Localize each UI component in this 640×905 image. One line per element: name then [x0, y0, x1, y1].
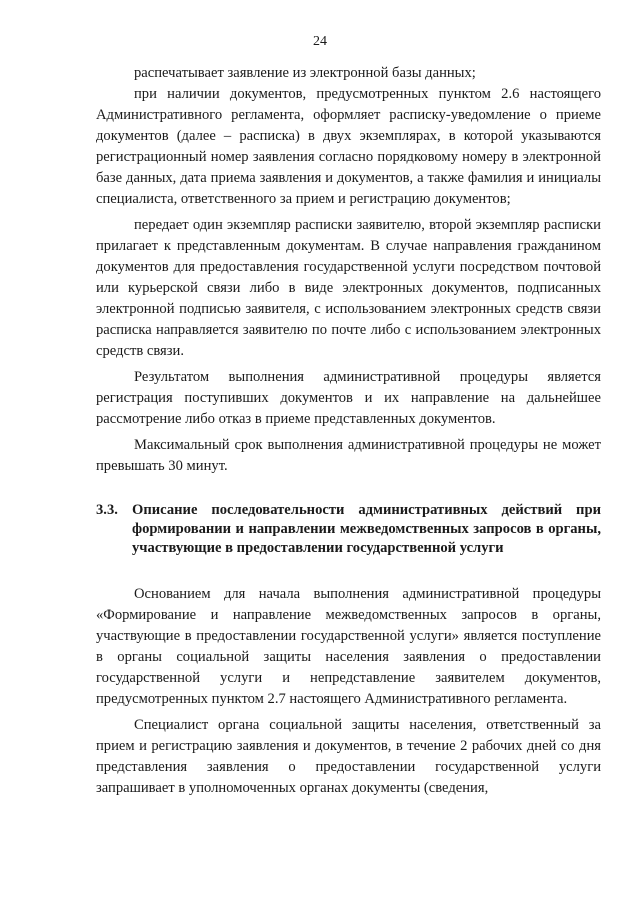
section-heading — [96, 501, 601, 558]
paragraph: Максимальный срок выполнения административной процедуры не может превышать 30 минут. — [96, 437, 601, 474]
paragraph: Результатом выполнения административной процедуры является регистрация поступивших документов и их направление на дальнейшее рассмотрение либо отказ в приеме представленных документов. — [96, 369, 601, 427]
section-title: Описание последовательности административных действий при формировании и направлении межведомственных запросов в органы, участвующие в предоставлении государственной услуги — [132, 502, 601, 556]
paragraph: при наличии документов, предусмотренных пунктом 2.6 настоящего Административного регламента, оформляет расписку-уведомление о приеме документов (далее – расписка) в двух экземплярах, в которой указываются регистрационный номер заявления согласно порядковому номеру в электронной базе данных, дата приема заявления и документов, а также фамилия и инициалы специалиста, ответственного за прием и регистрацию документов; — [96, 86, 601, 207]
section-number: 3.3. — [96, 502, 118, 518]
paragraph: передает один экземпляр расписки заявителю, второй экземпляр расписки прилагает к представленным документам. В случае направления гражданином документов для предоставления государственной услуги посредством почтовой или курьерской связи либо в виде электронных документов, подписанных электронной подписью заявителя, с использованием электронных средств связи расписка направляется заявителю по почте либо с использованием электронных средств связи. — [96, 217, 601, 359]
paragraph: распечатывает заявление из электронной базы данных; — [134, 65, 476, 81]
paragraph: Основанием для начала выполнения административной процедуры «Формирование и направление межведомственных запросов в органы, участвующие в предоставлении государственной услуги» является поступление в органы социальной защиты населения заявления о предоставлении государственной услуги и непредставление заявителем документов, предусмотренных пунктом 2.7 настоящего Административного регламента. — [96, 586, 601, 707]
paragraph: Специалист органа социальной защиты населения, ответственный за прием и регистрацию заявления и документов, в течение 2 рабочих дней со дня представления заявления о предоставлении государственной услуги запрашивает в уполномоченных органах документы (сведения, — [96, 717, 601, 796]
page-number: 24 — [313, 34, 327, 49]
document-body — [96, 63, 601, 799]
